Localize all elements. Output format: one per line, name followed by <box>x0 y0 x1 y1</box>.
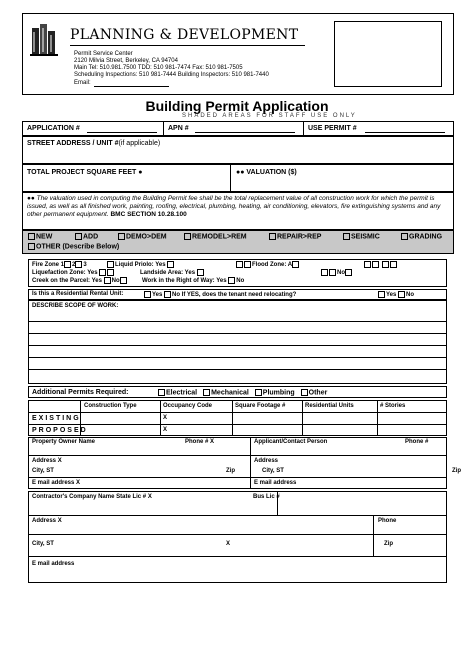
work-type-label: SEISMIC <box>351 233 380 241</box>
owner-zip-text: Zip <box>226 468 235 474</box>
owner-email-label <box>32 480 80 487</box>
checkbox-icon[interactable] <box>197 269 204 276</box>
col-construction-type: Construction Type <box>84 403 137 409</box>
use-permit-label: USE PERMIT # <box>308 125 357 132</box>
flood-no-label: No <box>337 270 345 277</box>
apn-field[interactable] <box>195 132 295 133</box>
liquid-priolo-label: Liquid Priolo: Yes <box>115 262 166 269</box>
relocate-yes: Yes <box>386 292 397 299</box>
relocate-options <box>378 291 414 299</box>
checkbox-icon[interactable] <box>28 233 35 240</box>
col-line <box>302 400 303 436</box>
work-type-label: ADD <box>83 233 99 241</box>
fire-zone: Fire Zone 1 2 3 <box>32 262 87 269</box>
checkbox-icon[interactable] <box>167 261 174 268</box>
work-type-remodel[interactable] <box>184 233 247 241</box>
checkbox-icon[interactable] <box>301 389 308 396</box>
contractor-state-lic: State Lic # <box>116 494 147 500</box>
owner-phone-label <box>185 439 214 446</box>
row-line <box>28 477 447 478</box>
work-type-demo[interactable] <box>118 233 167 241</box>
divider <box>230 164 231 192</box>
street-label <box>27 140 160 148</box>
contractor-name-label <box>32 494 152 501</box>
checkbox-icon[interactable] <box>28 243 35 250</box>
row-line <box>28 515 447 516</box>
scope-line <box>28 357 447 358</box>
proposed-x: X <box>163 427 168 433</box>
checkbox-icon[interactable] <box>292 261 299 268</box>
contractor-phone-label: Phone <box>378 518 397 524</box>
col-line <box>377 400 378 436</box>
checkbox-icon[interactable] <box>345 269 352 276</box>
col-stories: # Stories <box>380 403 406 409</box>
checkbox-icon[interactable] <box>390 261 397 268</box>
city-logo <box>30 22 60 58</box>
row-line <box>28 424 447 425</box>
contractor-city-label: City, ST <box>32 541 54 547</box>
applicant-zip-label: Zip <box>452 468 461 474</box>
checkbox-icon[interactable] <box>378 291 385 298</box>
checkbox-icon[interactable] <box>228 277 235 284</box>
applicant-city-label: City, ST <box>262 468 284 474</box>
city-logo-icon <box>30 22 60 58</box>
work-type-label: NEW <box>36 233 53 241</box>
additional-options <box>158 389 327 397</box>
title-rule <box>70 45 305 46</box>
checkbox-icon[interactable] <box>244 261 251 268</box>
rental-yes: Yes <box>152 292 163 299</box>
row-line <box>28 412 447 413</box>
right-of-way-no: No <box>236 278 245 285</box>
sqft-label: TOTAL PROJECT SQUARE FEET ● <box>27 169 143 176</box>
work-type-grading[interactable] <box>401 233 442 241</box>
work-type-label: GRADING <box>409 233 443 241</box>
liquefaction-zone <box>32 269 115 277</box>
owner-name-label: Property Owner Name <box>32 439 96 445</box>
contractor-table <box>28 491 447 583</box>
valuation-label: ●● VALUATION ($) <box>236 169 297 176</box>
work-type-label: REMODEL>REM <box>192 233 247 241</box>
owner-city-label: City, ST <box>32 468 54 474</box>
form-title: Building Permit Application <box>145 98 329 114</box>
flood-zone <box>236 261 300 269</box>
work-type-repair[interactable] <box>269 233 321 241</box>
contractor-city-x: X <box>226 541 231 547</box>
contractor-address-x: X <box>57 518 62 524</box>
checkbox-icon[interactable] <box>236 261 243 268</box>
bus-lic-label: Bus Lic # <box>253 494 280 500</box>
email-label: Email: <box>74 80 91 86</box>
creek-label: Creek on the Parcel: Yes <box>32 278 102 285</box>
rental-options <box>144 291 296 299</box>
valuation-note-text: The valuation used in computing the Building Permit fee shall be the total replacement value of all construction work for which the permit is issued, as well as all finished work, painting, roofing, electrical, plumbing, heating, air conditioning, elevators, fire extinguishing systems and any other permanent equipment. <box>27 195 441 218</box>
contractor-x: X <box>147 494 152 500</box>
contractor-address-label <box>32 518 62 525</box>
liquid-priolo <box>107 261 175 269</box>
application-label: APPLICATION # <box>27 125 80 132</box>
checkbox-icon[interactable] <box>118 233 125 240</box>
checkbox-icon[interactable] <box>158 389 165 396</box>
proposed-label: PROPOSED <box>32 427 88 434</box>
owner-address-x: X <box>57 458 62 464</box>
right-of-way <box>142 277 244 285</box>
checkbox-icon[interactable] <box>255 389 262 396</box>
owner-address-label <box>32 458 62 465</box>
row-line <box>28 534 447 535</box>
row-line <box>28 556 447 557</box>
owner-email-x: X <box>76 480 81 486</box>
flood-no <box>321 269 353 277</box>
valuation-note <box>27 195 449 219</box>
col-occupancy: Occupancy Code <box>163 403 213 409</box>
staff-note: SHADED AREAS FOR STAFF USE ONLY <box>182 113 357 119</box>
applicant-address-label: Address <box>254 458 279 464</box>
col-units: Residential Units <box>305 403 354 409</box>
center-name: Permit Service Center <box>74 51 133 57</box>
relocate-no: No <box>406 292 415 299</box>
additional-label: Additional Permits Required: <box>32 389 129 396</box>
liquefaction-label: Liquefaction Zone: Yes <box>32 270 98 277</box>
work-type-other[interactable] <box>28 243 119 251</box>
applicant-phone-label <box>405 439 428 446</box>
electrical-label: Electrical <box>166 389 198 397</box>
checkbox-icon[interactable] <box>329 269 336 276</box>
stamp-box <box>334 21 442 87</box>
work-type-label: OTHER (Describe Below) <box>36 243 120 251</box>
checkbox-icon[interactable] <box>107 261 114 268</box>
application-field[interactable] <box>87 132 157 133</box>
dept-title: PLANNING & DEVELOPMENT <box>70 27 299 43</box>
other-label: Other <box>308 389 328 397</box>
valuation-label-text: VALUATION ($) <box>246 169 297 176</box>
applicant-email-label: E mail address <box>254 480 297 486</box>
owner-email-text: E mail address <box>32 480 75 486</box>
creek-parcel <box>32 277 128 285</box>
checkbox-icon[interactable] <box>382 261 389 268</box>
flood-options <box>364 261 398 269</box>
rental-no-relocate: No If YES, does the tenant need relocating? <box>172 292 297 299</box>
owner-x: X <box>210 439 215 445</box>
col-line <box>160 400 161 436</box>
scope-line <box>28 345 447 346</box>
work-type-seismic[interactable] <box>343 233 380 241</box>
mechanical-label: Mechanical <box>211 389 249 397</box>
applicant-label: Applicant/Contact Person <box>254 439 328 445</box>
checkbox-icon[interactable] <box>164 291 171 298</box>
landslide-area <box>140 269 205 277</box>
creek-no: No <box>111 278 120 285</box>
checkbox-icon[interactable] <box>364 261 371 268</box>
plumbing-label: Plumbing <box>262 389 295 397</box>
center-address: 2120 Milvia Street, Berkeley, CA 94704 <box>74 58 178 64</box>
contractor-name-text: Contractor's Company Name <box>32 494 115 500</box>
owner-address-text: Address <box>32 458 57 464</box>
flood-zone-label: Flood Zone: <box>252 262 287 269</box>
street-hint: (if applicable) <box>118 140 161 147</box>
work-type-new[interactable] <box>28 233 52 241</box>
col-line <box>373 515 374 556</box>
applicant-phone-text: Phone # <box>405 439 429 445</box>
checkbox-icon[interactable] <box>269 233 276 240</box>
existing-label: EXISTING <box>32 415 81 422</box>
checkbox-icon[interactable] <box>99 269 106 276</box>
checkbox-icon[interactable] <box>401 233 408 240</box>
checkbox-icon[interactable] <box>107 269 114 276</box>
contractor-zip-label: Zip <box>384 541 393 547</box>
checkbox-icon[interactable] <box>203 389 210 396</box>
col-line <box>232 400 233 436</box>
checkbox-icon[interactable] <box>144 291 151 298</box>
divider <box>163 121 164 136</box>
row-line <box>28 455 447 456</box>
checkbox-icon[interactable] <box>120 277 127 284</box>
scope-box[interactable] <box>28 300 447 384</box>
scope-label: DESCRIBE SCOPE OF WORK: <box>32 303 119 309</box>
checkbox-icon[interactable] <box>343 233 350 240</box>
checkbox-icon[interactable] <box>321 269 328 276</box>
col-line <box>250 437 251 489</box>
checkbox-icon[interactable] <box>398 291 405 298</box>
scope-line <box>28 321 447 322</box>
existing-x: X <box>163 415 168 421</box>
checkbox-icon[interactable] <box>75 261 82 268</box>
landslide-label: Landside Area: Yes <box>140 270 196 277</box>
owner-zip-label <box>226 468 235 475</box>
email-line <box>94 86 169 87</box>
checkbox-icon[interactable] <box>104 277 111 284</box>
rental-question: Is this a Residential Rental Unit: <box>32 291 124 297</box>
contractor-email-label: E mail address <box>32 561 75 567</box>
work-type-add[interactable] <box>75 233 98 241</box>
checkbox-icon[interactable] <box>75 233 82 240</box>
phone-line: Main Tel: 510.981.7500 TDD: 510 981-7474 Fax: 510 981-7505 <box>74 65 243 71</box>
divider <box>303 121 304 136</box>
scope-line <box>28 333 447 334</box>
checkbox-icon[interactable] <box>184 233 191 240</box>
bullet-icon: ●● <box>27 195 37 202</box>
scheduling-line: Scheduling Inspections: 510 981-7444 Building Inspectors: 510 981-7440 <box>74 72 269 78</box>
apn-label: APN # <box>168 125 189 132</box>
scope-line <box>28 369 447 370</box>
street-label-text: STREET ADDRESS / UNIT # <box>27 140 119 147</box>
use-permit-field[interactable] <box>365 132 445 133</box>
owner-phone-text: Phone # <box>185 439 209 445</box>
contractor-address-text: Address <box>32 518 57 524</box>
flood-a: A <box>287 262 293 269</box>
checkbox-icon[interactable] <box>372 261 379 268</box>
sqft-label-text: TOTAL PROJECT SQUARE FEET <box>27 169 137 176</box>
work-type-label: REPAIR>REP <box>277 233 322 241</box>
checkbox-icon[interactable] <box>64 261 71 268</box>
work-type-label: DEMO>DEM <box>126 233 167 241</box>
id-row <box>22 121 454 136</box>
right-of-way-label: Work in the Right of Way: Yes <box>142 278 227 285</box>
bmc-section: BMC SECTION 10.28.100 <box>110 211 187 218</box>
fire-zone-label: Fire Zone <box>32 262 60 269</box>
col-sqft: Square Footage # <box>235 403 286 409</box>
